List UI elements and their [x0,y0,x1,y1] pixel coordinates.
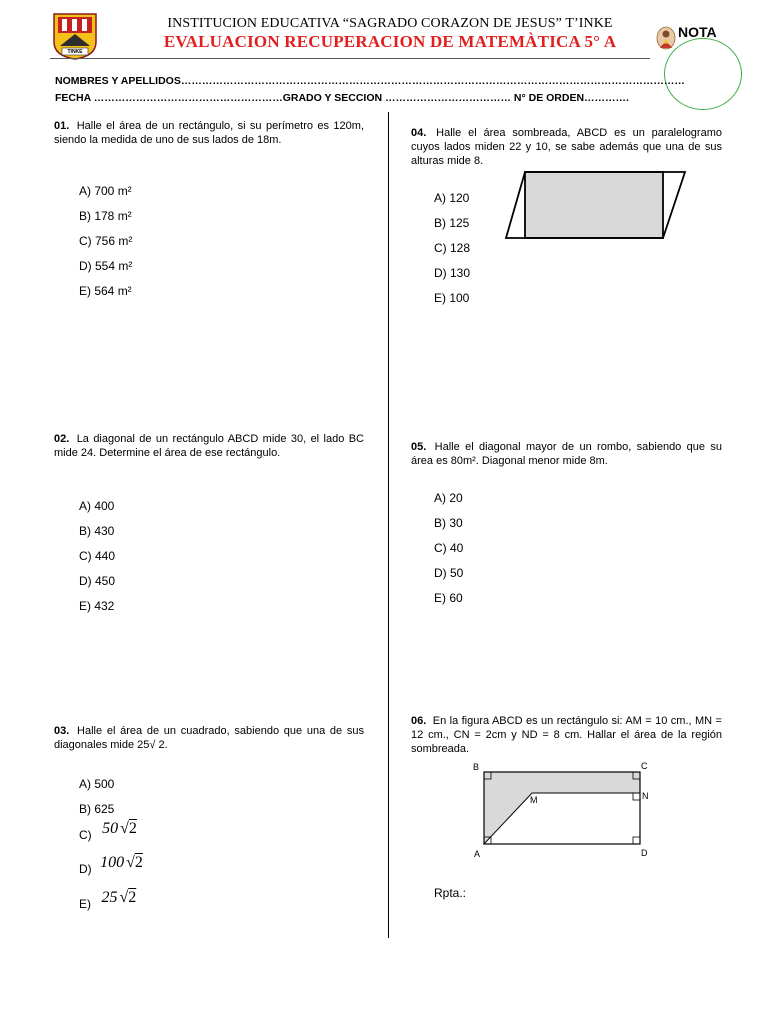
label-m: M [530,795,538,805]
question-number: 04. [411,127,427,139]
option-e[interactable]: E) 432 [79,599,115,613]
options-05 [434,486,463,611]
option-b[interactable]: B) 430 [79,524,115,538]
question-number: 06. [411,715,427,727]
option-b[interactable]: B) 30 [434,516,463,530]
question-text: Halle el diagonal mayor de un rombo, sabiendo que su área es 80m². Diagonal menor mide 8m. [411,441,722,467]
option-a[interactable]: A) 20 [434,491,463,505]
grade-circle [664,38,742,110]
question-03 [54,724,364,752]
option-d[interactable]: D) 100 √2 [79,854,143,876]
radical-value: 25 √2 [101,889,137,906]
option-e[interactable]: E) 564 m² [79,284,132,298]
label-d: D [641,848,648,858]
option-c[interactable]: C) 50 √2 [79,820,137,842]
radical-value: 100 √2 [100,854,143,871]
question-02 [54,432,364,460]
question-04 [411,126,722,168]
grade-label: NOTA [678,24,717,40]
institution-name: INSTITUCION EDUCATIVA “SAGRADO CORAZON DE JESUS” T’INKE [167,16,613,31]
option-d[interactable]: D) 130 [434,266,471,280]
logo-text: TINKE [67,49,83,55]
option-a[interactable]: A) 700 m² [79,184,132,198]
options-04 [434,186,470,311]
option-a[interactable]: A) 120 [434,191,470,205]
option-c[interactable]: C) 128 [434,241,471,255]
question-text: Halle el área de un cuadrado, sabiendo que una de sus diagonales mide 25√ 2. [54,725,365,751]
option-d[interactable]: D) 50 [434,566,464,580]
option-e[interactable]: E) 60 [434,591,463,605]
header-divider [50,58,650,59]
answer-label: Rpta.: [434,886,467,900]
question-06 [411,714,722,756]
options-01 [79,179,132,304]
exam-title: EVALUACION RECUPERACION DE MATEMÀTICA 5° A [163,32,617,51]
label-n: N [642,791,649,801]
option-b[interactable]: B) 125 [434,216,470,230]
option-d[interactable]: D) 450 [79,574,116,588]
option-e[interactable]: E) 25 √2 [79,889,137,911]
question-text: Halle el área de un rectángulo, si su perímetro es 120m, siendo la medida de uno de sus lados de 18m. [54,120,364,146]
question-number: 01. [54,120,70,132]
column-divider [388,112,389,938]
question-text: En la figura ABCD es un rectángulo si: AM = 10 cm., MN = 12 cm., CN = 2cm y ND = 8 cm. Hallar el área de la región sombreada. [411,715,722,755]
option-d[interactable]: D) 554 m² [79,259,133,273]
names-field: NOMBRES Y APELLIDOS……………………………………………………………………………………………………………………………… [55,75,685,87]
options-02 [79,494,115,619]
question-05 [411,440,722,468]
question-number: 05. [411,441,427,453]
question-text: La diagonal de un rectángulo ABCD mide 30, el lado BC mide 24. Determine el área de ese rectángulo. [54,433,364,459]
option-b[interactable]: B) 178 m² [79,209,132,223]
question-number: 02. [54,433,70,445]
question-text: Halle el área sombreada, ABCD es un paralelogramo cuyos lados miden 22 y 10, se sabe además que una de sus alturas mide 8. [411,127,722,167]
options-03 [79,772,114,822]
option-c[interactable]: C) 756 m² [79,234,133,248]
rectangle-figure [468,756,658,866]
option-a[interactable]: A) 400 [79,499,115,513]
parallelogram-figure [500,168,690,244]
label-b: B [473,762,480,772]
label-a: A [474,849,481,859]
sacred-heart-icon [656,26,676,50]
option-c[interactable]: C) 40 [434,541,464,555]
question-01 [54,119,364,147]
option-a[interactable]: A) 500 [79,777,115,791]
option-c[interactable]: C) 440 [79,549,116,563]
option-e[interactable]: E) 100 [434,291,470,305]
radical-value: 50 √2 [102,820,137,837]
question-number: 03. [54,725,70,737]
option-b[interactable]: B) 625 [79,802,115,816]
date-grade-order-field: FECHA ………………………………………………GRADO Y SECCION ……………………………… N° DE ORDEN…………. [55,92,629,104]
label-c: C [641,761,648,771]
